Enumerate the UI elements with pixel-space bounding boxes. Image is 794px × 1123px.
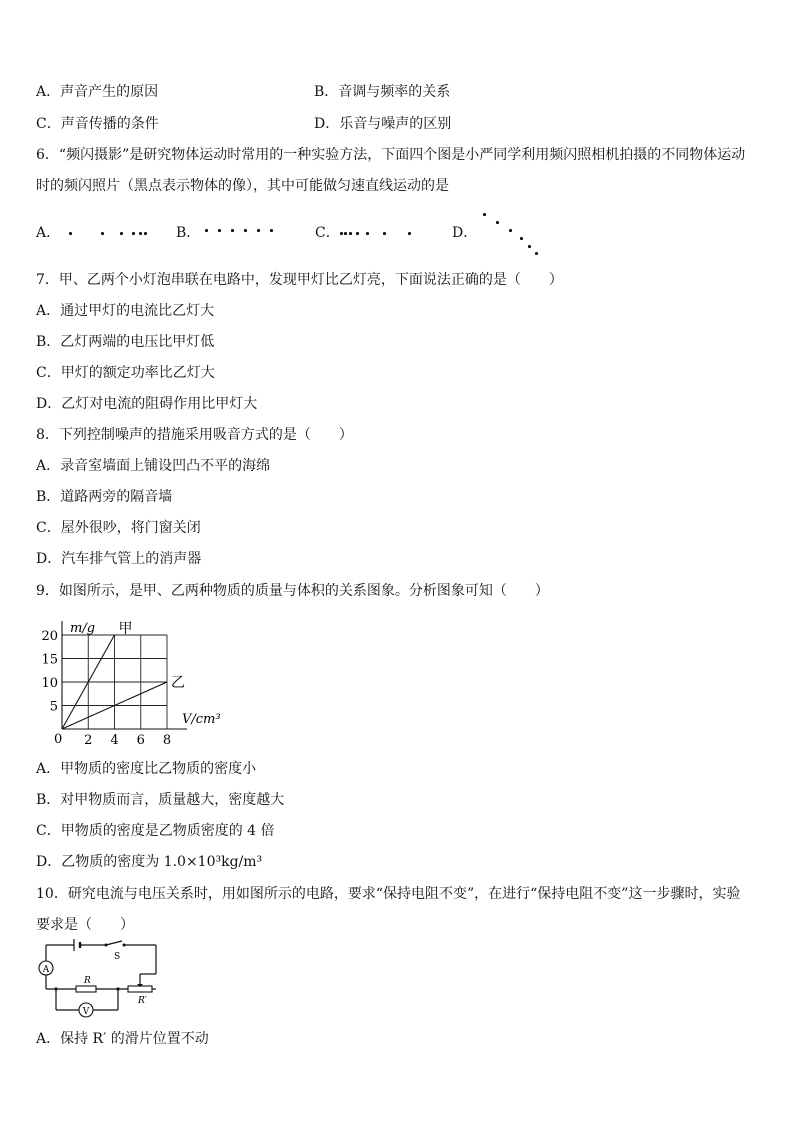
q9-option-d: D．乙物质的密度为 1.0×10³kg/m³ <box>36 854 263 870</box>
q6-stem-line2: 时的频闪照片（黑点表示物体的像），其中可能做匀速直线运动的是 <box>36 178 449 194</box>
q8-option-d: D．汽车排气管上的消声器 <box>36 551 202 567</box>
q6-stem-line1: 6．“频闪摄影”是研究物体运动时常用的一种实验方法，下面四个图是小严同学利用频闪照相机拍摄的不同物体运动 <box>36 147 746 163</box>
strobe-dot <box>69 232 72 235</box>
x-tick-label: 8 <box>162 733 172 748</box>
q7-stem: 7．甲、乙两个小灯泡串联在电路中，发现甲灯比乙灯亮，下面说法正确的是（ ） <box>36 272 563 288</box>
y-tick-label: 20 <box>41 629 58 644</box>
strobe-dot <box>349 232 352 235</box>
q10-stem-line2: 要求是（ ） <box>36 917 134 933</box>
q10-stem-line1: 10．研究电流与电压关系时，用如图所示的电路，要求“保持电阻不变”，在进行“保持电阻不变”这一步骤时，实验 <box>36 886 741 902</box>
strobe-dot <box>520 237 523 240</box>
chart-grid <box>62 635 167 729</box>
strobe-dot <box>483 213 486 216</box>
q6-option-d-label: D． <box>452 225 478 241</box>
strobe-dot <box>101 232 104 235</box>
strobe-dot <box>509 229 512 232</box>
option-d: D．乐音与噪声的区别 <box>314 116 452 132</box>
switch-label: S <box>114 952 121 962</box>
y-axis-label: m/g <box>70 621 96 636</box>
q9-option-b: B．对甲物质而言，质量越大，密度越大 <box>36 792 285 808</box>
strobe-dot <box>344 232 347 235</box>
voltmeter-icon <box>79 1003 93 1017</box>
x-tick-label: 4 <box>110 733 119 748</box>
switch-contact <box>123 944 126 947</box>
ammeter-label: A <box>42 965 50 975</box>
strobe-dot <box>231 229 234 232</box>
strobe-dot <box>383 232 386 235</box>
chart-axes <box>62 621 187 729</box>
q6-option-b-label: B． <box>176 225 201 241</box>
y-tick-label: 10 <box>41 676 58 691</box>
q7-option-a: A．通过甲灯的电流比乙灯大 <box>36 303 215 319</box>
x-tick-label: 6 <box>136 733 145 748</box>
strobe-dot <box>139 232 142 235</box>
strobe-dot <box>356 232 359 235</box>
strobe-dot <box>257 229 260 232</box>
option-c: C．声音传播的条件 <box>36 116 159 132</box>
y-tick-label: 5 <box>49 699 58 715</box>
strobe-dot <box>270 229 273 232</box>
junction-dot <box>54 987 57 990</box>
q9-option-a: A．甲物质的密度比乙物质的密度小 <box>36 761 257 777</box>
strobe-dot <box>132 232 135 235</box>
q9-option-c: C．甲物质的密度是乙物质密度的 4 倍 <box>36 823 275 839</box>
y-tick-label: 15 <box>41 652 58 668</box>
strobe-dot <box>408 232 411 235</box>
q10-option-a: A．保持 R′ 的滑片位置不动 <box>36 1031 209 1047</box>
strobe-dot <box>218 229 221 232</box>
q7-option-b: B．乙灯两端的电压比甲灯低 <box>36 334 215 350</box>
switch-contact <box>105 944 108 947</box>
option-b: B．音调与频率的关系 <box>314 84 451 100</box>
mass-volume-chart <box>30 608 230 750</box>
resistor-label: R <box>84 976 91 986</box>
origin-label: 0 <box>54 732 63 747</box>
strobe-dot <box>244 229 247 232</box>
q8-option-b: B．道路两旁的隔音墙 <box>36 489 173 505</box>
q8-option-c: C．屋外很吵，将门窗关闭 <box>36 520 201 536</box>
strobe-dot <box>528 245 531 248</box>
q7-option-d: D．乙灯对电流的阻碍作用比甲灯大 <box>36 396 258 412</box>
q9-stem: 9．如图所示，是甲、乙两种物质的质量与体积的关系图象。分析图象可知（ ） <box>36 583 549 599</box>
q6-option-a-label: A． <box>36 225 61 241</box>
strobe-dot <box>535 252 538 255</box>
x-tick-label: 2 <box>84 733 93 748</box>
q8-option-a: A．录音室墙面上铺设凹凸不平的海绵 <box>36 458 271 474</box>
circuit-diagram <box>34 938 164 1024</box>
option-a: A．声音产生的原因 <box>36 84 159 100</box>
q8-stem: 8．下列控制噪声的措施采用吸音方式的是（ ） <box>36 427 353 443</box>
strobe-dot <box>120 232 123 235</box>
strobe-dot <box>144 232 147 235</box>
voltmeter-label: V <box>82 1007 90 1017</box>
x-axis-label: V/cm³ <box>182 712 221 727</box>
strobe-dot <box>366 232 369 235</box>
ammeter-icon <box>39 961 53 975</box>
series-name-label: 乙 <box>171 675 185 691</box>
resistor-icon <box>76 986 96 992</box>
strobe-dot <box>496 221 499 224</box>
rheostat-label: R′ <box>138 996 147 1006</box>
series-name-label: 甲 <box>118 621 133 637</box>
q7-option-c: C．甲灯的额定功率比乙灯大 <box>36 365 215 381</box>
strobe-dot <box>205 229 208 232</box>
junction-dot <box>116 987 119 990</box>
strobe-dot <box>340 232 343 235</box>
q6-option-c-label: C． <box>315 225 340 241</box>
rheostat-icon <box>128 984 152 992</box>
